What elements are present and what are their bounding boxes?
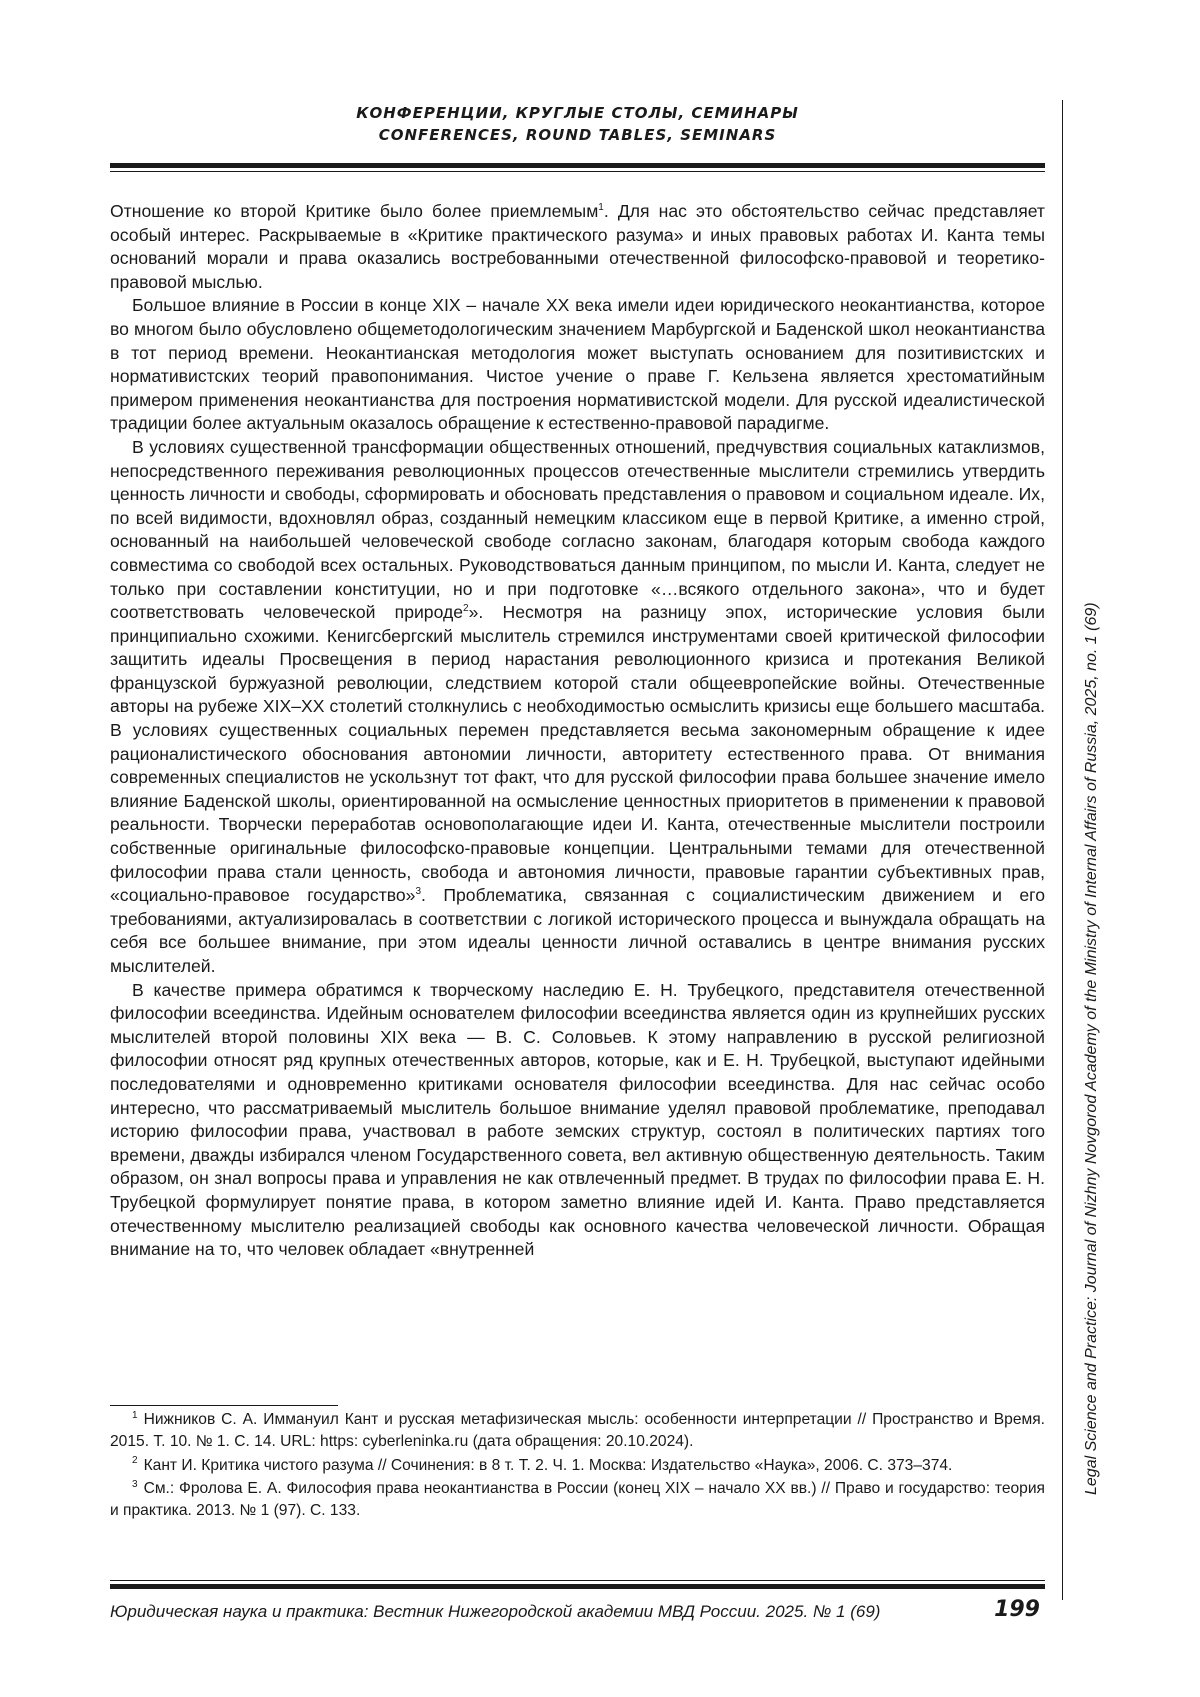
side-journal-title: Legal Science and Practice: Journal of Nizhny Novgorod Academy of the Ministry of Internal Affairs of Russia, 2025, no. 1 (69): [1082, 175, 1102, 1495]
paragraph-3: [110, 436, 1045, 979]
page-number: 199: [994, 1596, 1040, 1624]
footnote-separator: [110, 1405, 338, 1406]
paragraph-4: В качестве примера обратимся к творческому наследию Е. Н. Трубецкого, представителя от­ечественной философии всеединства. Идейным основателем философии всеединства является один из крупнейших русских мыслителей второй половины XIX века — В. С. Соловьев. К этому направлению в русской религиозной философии относят ряд крупных отечественных авторов, которые, как и Е. Н. Трубецкой, выступают идейными последователями и одновременно крити­ками основателя философии всеединства. Для нас сейчас особо интересно, что рассматривае­мый мыслитель большое внимание уделял правовой проблематике, преподавал историю филосо­фии права, участвовал в работе земских структур, состоял в политических партиях того времени, дважды избирался членом Государственного совета, вел активную общественную деятельность. Таким образом, он знал вопросы права и управления не как отвлеченный предмет. В трудах по философии права Е. Н. Трубецкой формулирует понятие права, в котором заметно влияние идей И. Канта. Право представляется отечественному мыслителю реализацией свободы как основного качества человеческой личности. Обращая внимание на то, что человек обладает «внутренней: [110, 979, 1045, 1262]
paragraph-1-text-cont: . Для нас это обстоятельство сейчас представляет особый интерес. Раскрываемые в «Критике практического разума» и иных право­вых работах И. Канта темы оснований морали и права оказались востребованными отечественной философско-правовой и теоретико-правовой мыслью.: [110, 201, 1045, 292]
paragraph-3-text-end: . Проблематика, свя­занная с социалистическим движением и его требованиями, актуализировалась в соответствии с логикой исторического процесса и вынуждала обращать на себя все большее внимание, при этом идеалы ценности личной оставались в центре внимания русских мыслителей.: [110, 885, 1045, 976]
side-vertical-rule: [1062, 100, 1063, 1600]
paragraph-2: Большое влияние в России в конце XIX – начале XX века имели идеи юридического неоканти­анства, которое во многом было обусловлено общеметодологическим значением Марбургской и Баденской школ неокантианства в тот период времени. Неокантианская методология может вы­ступать основанием для позитивистских и нормативистских теорий правопонимания. Чистое уче­ние о праве Г. Кельзена является хрестоматийным примером применения неокантианства для построения нормативистской модели. Для русской идеалистической традиции более актуальным оказалось обращение к естественно-правовой парадигме.: [110, 294, 1045, 436]
section-title-en: CONFERENCES, ROUND TABLES, SEMINARS: [110, 124, 1045, 146]
paragraph-3-text: В условиях существенной трансформации общественных отношений, предчувствия социаль­ных катаклизмов, непосредственного переживания революционных процессов отечественные мыслители стремились утвердить ценность личности и свободы, сформировать и обосновать представления о правовом и социальном идеале. Их, по всей видимости, вдохновлял образ, созданный немецким классиком еще в первой Критике, а именно строй, основанный на наиболь­шей человеческой свободе согласно законам, благодаря которым свобода каждого совместима со свободой всех остальных. Руководствоваться данным принципом, по мысли И. Канта, следует не только при составлении конституции, но и при подготовке «…всякого отдельного закона», что и будет соответствовать человеческой природе: [110, 437, 1045, 622]
footnote-text: См.: Фролова Е. А. Философия права неокантианства в России (конец XIX – начало XX вв.) // Право и государство: теория и практика. 2013. № 1 (97). С. 133.: [110, 1480, 1045, 1519]
footnote-text: Нижников С. А. Иммануил Кант и русская метафизическая мысль: особенности интерпретации // Про­странство и Время. 2015. Т. 10. № 1. С. 14. URL: https: cyberleninka.ru (дата обращения: 20.10.2024).: [110, 1411, 1045, 1450]
running-header: [110, 102, 1045, 146]
footer-journal-title: Юридическая наука и практика: Вестник Нижегородской академии МВД России. 2025. № 1 (69): [110, 1601, 880, 1623]
footnote-ref-1[interactable]: 1: [598, 202, 604, 213]
header-rule-thin: [110, 171, 1045, 172]
footnotes: [110, 1409, 1045, 1524]
footer-rule-thin: [110, 1580, 1045, 1581]
footnote-number: 2: [132, 1455, 138, 1466]
footnote-3: [110, 1478, 1045, 1522]
footnote-text: Кант И. Критика чистого разума // Сочинения: в 8 т. Т. 2. Ч. 1. Москва: Издательство «Наука», 2006. С. 373–374.: [144, 1457, 953, 1474]
paragraph-1-text: Отношение ко второй Критике было более приемлемым: [110, 201, 598, 221]
footnote-ref-2[interactable]: 2: [463, 603, 469, 614]
paragraph-1: [110, 200, 1045, 294]
footnote-number: 3: [132, 1479, 138, 1490]
article-body: [110, 200, 1045, 1262]
footnote-2: [110, 1455, 1045, 1477]
footer-rule-thick: [110, 1584, 1045, 1589]
section-title-ru: КОНФЕРЕНЦИИ, КРУГЛЫЕ СТОЛЫ, СЕМИНАРЫ: [110, 102, 1045, 124]
footnote-number: 1: [132, 1410, 138, 1421]
footnote-ref-3[interactable]: 3: [415, 886, 421, 897]
header-rule-thick: [110, 163, 1045, 168]
footnote-1: [110, 1409, 1045, 1453]
paragraph-3-text-cont: ». Несмотря на разницу эпох, исторические усло­вия были принципиально схожими. Кенигсбергский мыслитель стремился инструментами своей критической философии защитить идеалы Просвещения в период нарастания революционного кризиса и протекания Великой французской буржуазной революции, следствием которой стали общеевропейские войны. Отечественные авторы на рубеже XIX–XX столетий столкнулись с необ­ходимостью осмыслить кризисы еще большего масштаба. В условиях существенных социальных перемен представляется весьма закономерным обращение к идее рационалистического обосно­вания автономии личности, авторитету естественного права. От внимания современных специали­стов не ускользнут тот факт, что для русской философии права большее значение имело влияние Баденской школы, ориентированной на осмысление ценностных приоритетов в применении к пра­вовой реальности. Творчески переработав основополагающие идеи И. Канта, отечественные мыс­лители построили собственные оригинальные философско-правовые концепции. Центральными темами для отечественной философии права стали ценность, свобода и автономия личности, правовые гарантии субъективных прав, «социально-правовое государство»: [110, 602, 1045, 905]
